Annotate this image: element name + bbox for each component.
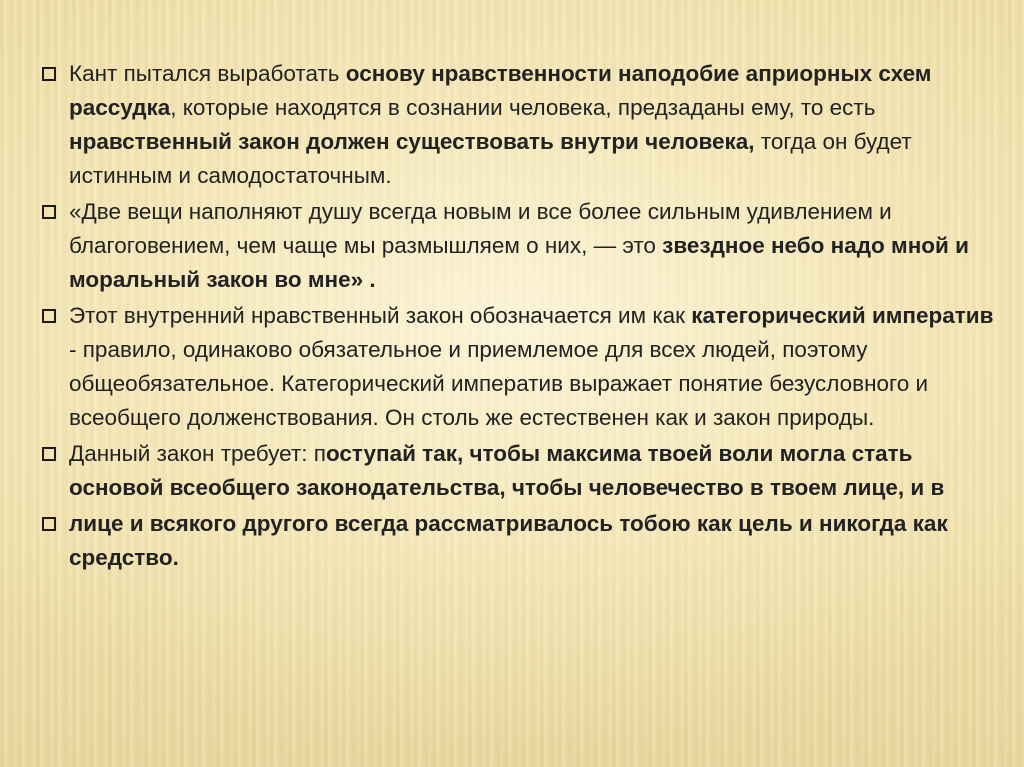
- text-segment: «Две вещи наполняют душу всегда новым и все более сильным удивлением и благоговением, чем чаще мы размышляем о них, — это: [69, 199, 892, 258]
- text-segment: оступай так, чтобы максима твоей воли могла стать основой всеобщего законодательства, чтобы человечество в твоем лице, и в: [69, 441, 945, 500]
- bullet-item: [40, 57, 1000, 193]
- text-segment: Данный закон требует: п: [69, 441, 326, 466]
- bullet-list: [40, 57, 1000, 575]
- checkbox-bullet-icon: [42, 517, 56, 531]
- bullet-item: [40, 299, 1000, 435]
- text-segment: основу нравственности наподобие априорных схем рассудка: [69, 61, 932, 120]
- checkbox-bullet-icon: [42, 205, 56, 219]
- checkbox-bullet-icon: [42, 67, 56, 81]
- text-segment: , которые находятся в сознании человека, предзаданы ему, то есть: [170, 95, 876, 120]
- bullet-item: [40, 195, 1000, 297]
- bullet-item: [40, 507, 1000, 575]
- checkbox-bullet-icon: [42, 309, 56, 323]
- text-segment: лице и всякого другого всегда рассматривалось тобою как цель и никогда как средство.: [69, 511, 948, 570]
- text-segment: Этот внутренний нравственный закон обозначается им как: [69, 303, 692, 328]
- text-segment: нравственный закон должен существовать внутри человека,: [69, 129, 755, 154]
- text-segment: - правило, одинаково обязательное и приемлемое для всех людей, поэтому общеобязательное. Категорический императив выражает понятие безусловного и всеобщего долженствования. Он столь же естественен как и закон природы.: [69, 337, 929, 430]
- checkbox-bullet-icon: [42, 447, 56, 461]
- text-segment: звездное небо надо мной и моральный закон во мне» .: [69, 233, 969, 292]
- text-segment: категорический императив: [691, 303, 994, 328]
- text-segment: тогда он будет истинным и самодостаточным.: [69, 129, 912, 188]
- text-segment: Кант пытался выработать: [69, 61, 346, 86]
- bullet-item: [40, 437, 1000, 505]
